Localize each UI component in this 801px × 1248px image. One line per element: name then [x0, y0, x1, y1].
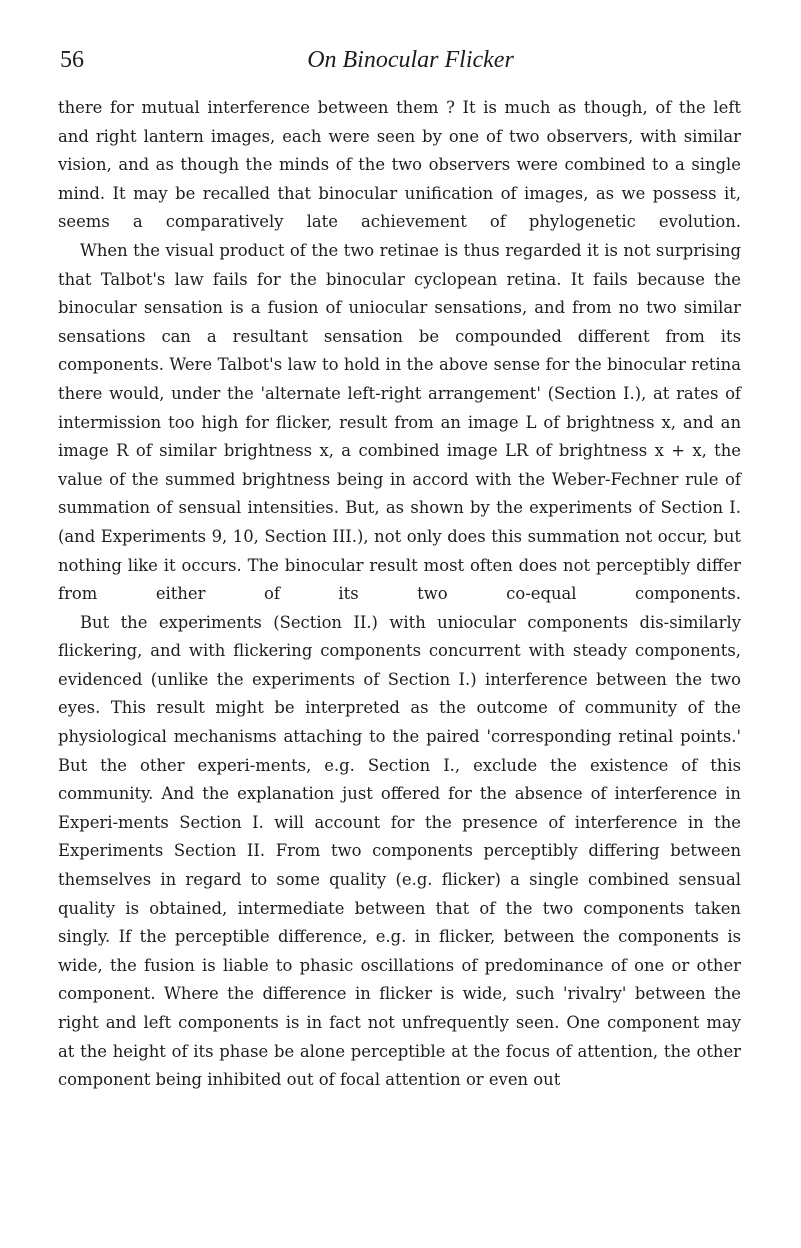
paragraph-continued: there for mutual interference between them ? It is much as though, of the left and right lantern images, each were seen by one of two observers, with similar vision, and as though the minds of the two observers were combined to a single mind. It may be recalled that binocular unification of images, as we possess it, seems a comparatively late achievement of phylogenetic evolution. [58, 98, 741, 232]
paragraph-interference: But the experiments (Section II.) with uniocular components dis-similarly flickering, and with flickering components concurrent with steady components, evidenced (unlike the experiments of Section I.) interference between the two eyes. This result might be interpreted as the outcome of community of the physiological mechanisms attaching to the paired 'corresponding retinal points.' But the other experi-ments, e.g. Section I., exclude the existence of this community. And the explanation just offered for the absence of interference in Experi-ments Section I. will account for the presence of interference in the Experiments Section II. From two components perceptibly differing between themselves in regard to some quality (e.g. flicker) a single combined sensual quality is obtained, intermediate between that of the two components taken singly. If the perceptible difference, e.g. in flicker, between the components is wide, the fusion is liable to phasic oscillations of predominance of one or other component. Where the difference in flicker is wide, such 'rivalry' between the right and left components is in fact not unfrequently seen. One component may at the height of its phase be alone perceptible at the focus of attention, the other component being inhibited out of focal attention or even out [58, 612, 741, 1090]
page-number: 56 [60, 47, 84, 73]
paragraph-talbots-law: When the visual product of the two retinae is thus regarded it is not surprising that Talbot's law fails for the binocular cyclopean retina. It fails because the binocular sensation is a fusion of uniocular sensations, and from no two similar sensations can a resultant sensation be compounded different from its components. Were Talbot's law to hold in the above sense for the binocular retina there would, under the 'alternate left-right arrangement' (Section I.), at rates of intermission too high for flicker, result from an image L of brightness x, and an image R of similar brightness x, a combined image LR of brightness x + x, the value of the summed brightness being in accord with the Weber-Fechner rule of summation of sensual intensities. But, as shown by the experiments of Section I. (and Experiments 9, 10, Section III.), not only does this summation not occur, but nothing like it occurs. The binocular result most often does not perceptibly differ from either of its two co-equal components. [58, 240, 741, 604]
running-head: On Binocular Flicker [307, 47, 514, 73]
body-text [58, 94, 741, 1095]
page-header [0, 44, 801, 76]
